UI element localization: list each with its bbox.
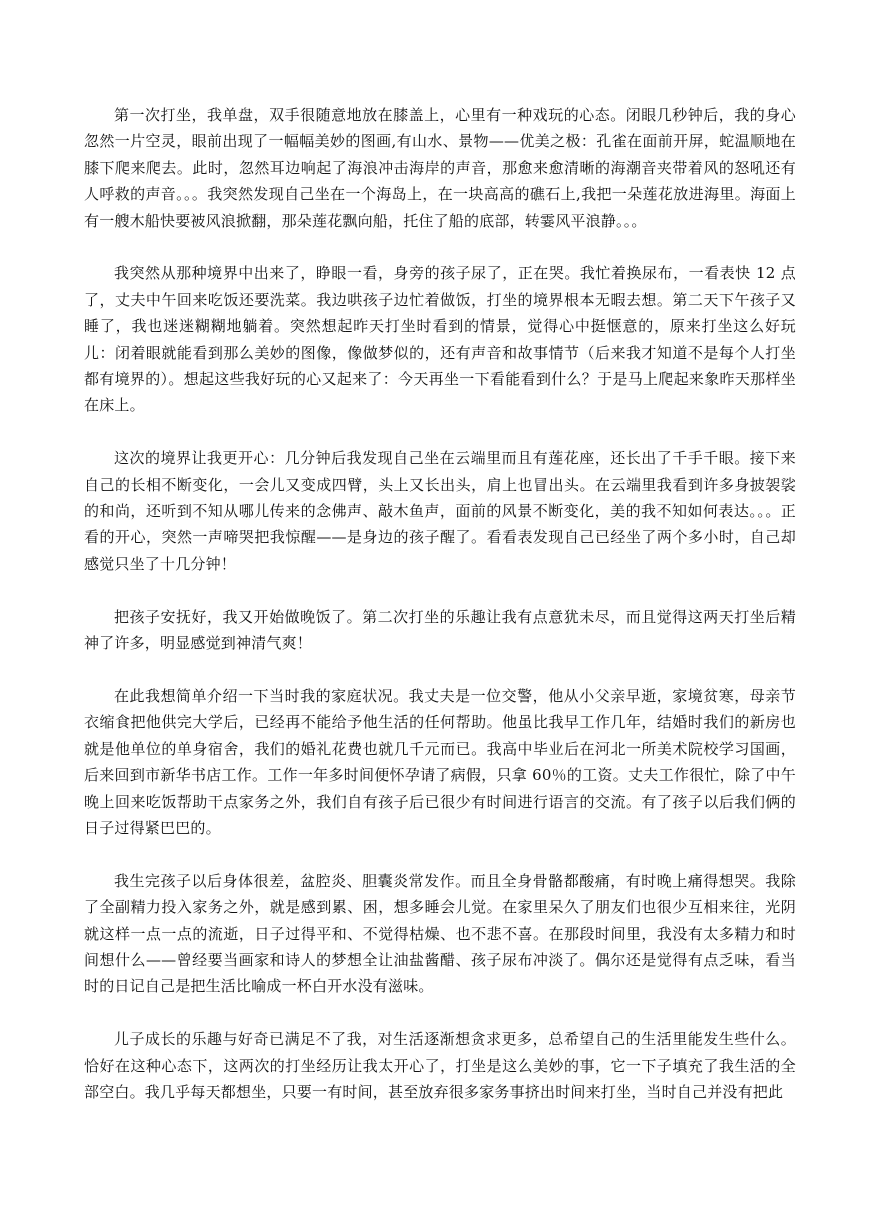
paragraph-4: 把孩子安抚好，我又开始做晚饭了。第二次打坐的乐趣让我有点意犹未尽，而且觉得这两天打坐后精神了许多，明显感觉到神清气爽！ (84, 607, 796, 653)
paragraph-6: 我生完孩子以后身体很差，盆腔炎、胆囊炎常发作。而且全身骨骼都酸痛，有时晚上痛得想哭。我除了全副精力投入家务之外，就是感到累、困，想多睡会儿觉。在家里呆久了朋友们也很少互相来往，光阴就这样一点一点的流逝，日子过得平和、不觉得枯燥、也不悲不喜。在那段时间里，我没有太多精力和时间想什么——曾经要当画家和诗人的梦想全让油盐酱醋、孩子尿布冲淡了。偶尔还是觉得有点乏味，看当时的日记自己是把生活比喻成一杯白开水没有滋味。 (84, 871, 796, 996)
paragraph-1: 第一次打坐，我单盘，双手很随意地放在膝盖上，心里有一种戏玩的心态。闭眼几秒钟后，我的身心忽然一片空灵，眼前出现了一幅幅美妙的图画,有山水、景物——优美之极：孔雀在面前开屏，蛇温顺地在膝下爬来爬去。此时，忽然耳边响起了海浪冲击海岸的声音，那愈来愈清晰的海潮音夹带着风的怒吼还有人呼救的声音。。。我突然发现自己坐在一个海岛上，在一块高高的礁石上,我把一朵莲花放进海里。海面上有一艘木船快要被风浪掀翻，那朵莲花飘向船，托住了船的底部，转霎风平浪静。。。 (84, 106, 796, 230)
paragraph-5: 在此我想简单介绍一下当时我的家庭状况。我丈夫是一位交警，他从小父亲早逝，家境贫寒，母亲节衣缩食把他供完大学后，已经再不能给予他生活的任何帮助。他虽比我早工作几年，结婚时我们的新房也就是他单位的单身宿舍，我们的婚礼花费也就几千元而已。我高中毕业后在河北一所美术院校学习国画，后来回到市新华书店工作。工作一年多时间便怀孕请了病假，只拿 60％的工资。丈夫工作很忙，除了中午晚上回来吃饭帮助干点家务之外，我们自有孩子后已很少有时间进行语言的交流。有了孩子以后我们俩的日子过得紧巴巴的。 (84, 686, 796, 837)
paragraph-2: 我突然从那种境界中出来了，睁眼一看，身旁的孩子尿了，正在哭。我忙着换尿布，一看表快 12 点了，丈夫中午回来吃饭还要洗菜。我边哄孩子边忙着做饭，打坐的境界根本无暇去想。第二天下午孩子又睡了，我也迷迷糊糊地躺着。突然想起昨天打坐时看到的情景，觉得心中挺惬意的，原来打坐这么好玩儿：闭着眼就能看到那么美妙的图像，像做梦似的，还有声音和故事情节（后来我才知道不是每个人打坐都有境界的）。想起这些我好玩的心又起来了：今天再坐一下看能看到什么？于是马上爬起来象昨天那样坐在床上。 (84, 264, 796, 415)
paragraph-3: 这次的境界让我更开心：几分钟后我发现自己坐在云端里而且有莲花座，还长出了千手千眼。接下来自己的长相不断变化，一会儿又变成四臂，头上又长出头，肩上也冒出头。在云端里我看到许多身披袈裟的和尚，还听到不知从哪儿传来的念佛声、敲木鱼声，面前的风景不断变化，美的我不知如何表达。。。正看的开心，突然一声啼哭把我惊醒——是身边的孩子醒了。看看表发现自己已经坐了两个多小时，自己却感觉只坐了十几分钟！ (84, 449, 796, 573)
document-body (84, 102, 796, 1132)
paragraph-7: 儿子成长的乐趣与好奇已满足不了我，对生活逐渐想贪求更多，总希望自己的生活里能发生些什么。恰好在这种心态下，这两次的打坐经历让我太开心了，打坐是这么美妙的事，它一下子填充了我生活的全部空白。我几乎每天都想坐，只要一有时间，甚至放弃很多家务事挤出时间来打坐，当时自己并没有把此 (84, 1030, 796, 1101)
